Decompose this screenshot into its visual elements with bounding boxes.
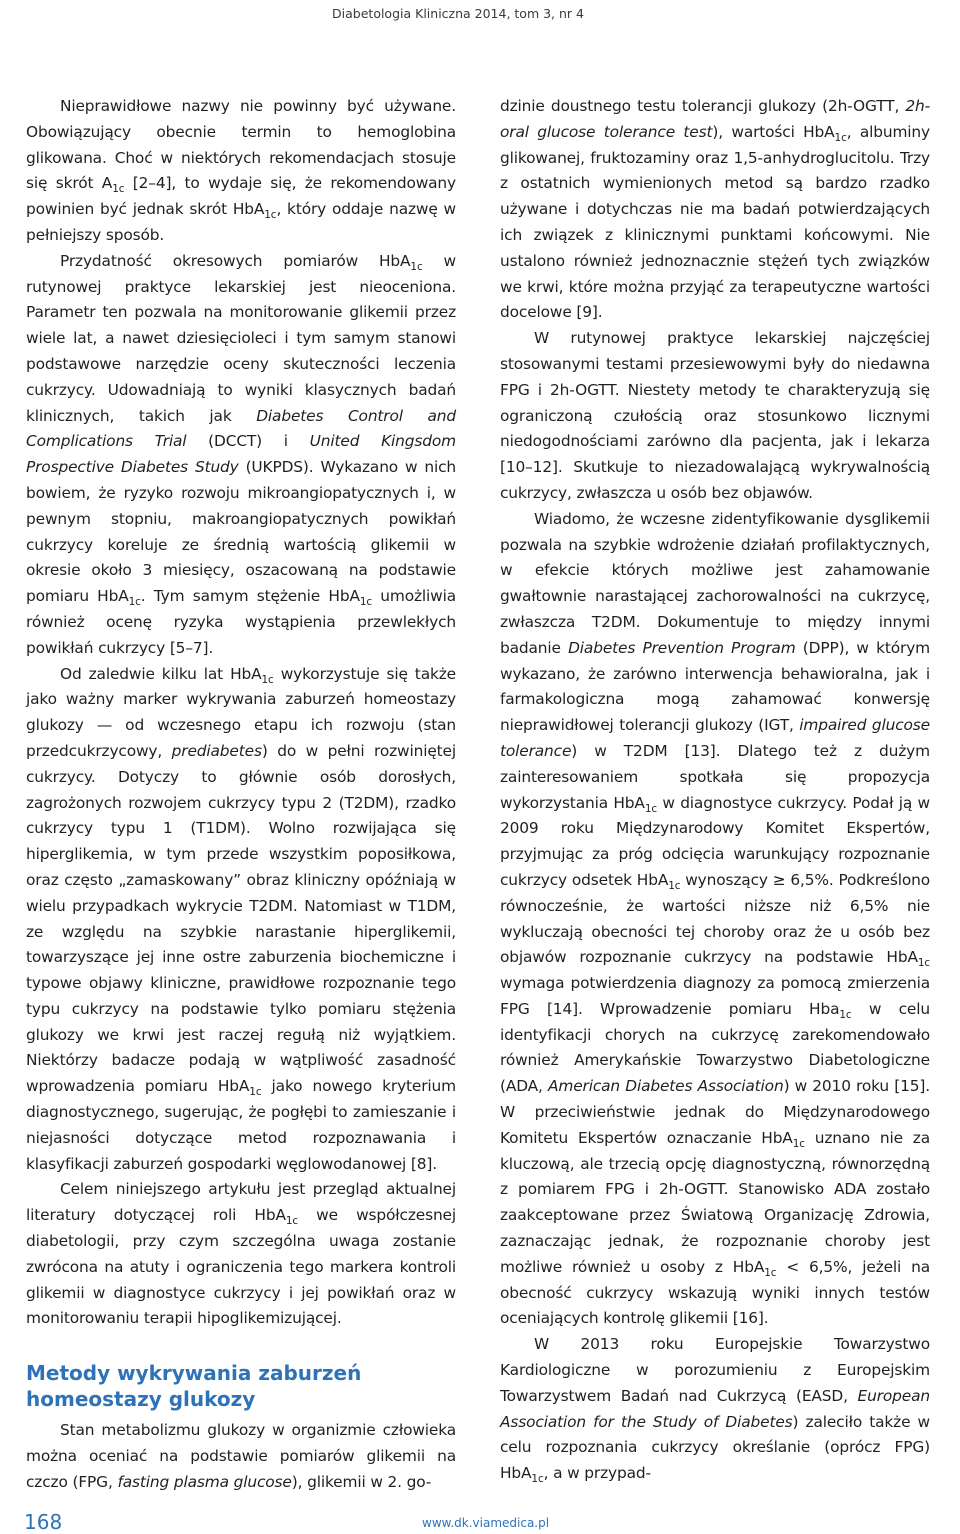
- paragraph: Nieprawidłowe nazwy nie powinny być używane. Obowiązujący obecnie termin to hemoglobina glikowana. Choć w niektórych rekomendacjach stosuje się skrót $A_{1c}$ [2–4], to wydaje się, że rekomendowany powinien być jednak skrót HbA$_{1c}$, który oddaje nazwę w pełniejszy sposób.: [26, 97, 456, 244]
- running-header: [0, 4, 960, 26]
- paragraph: W rutynowej praktyce lekarskiej najczęściej stosowanymi testami przesiewowymi były do niedawna FPG i 2h-OGTT. Niestety metody te charakteryzują się ograniczoną czułością oraz stosunkowo licznymi niedogodnościami zarówno dla pacjenta, jak i lekarza [10–12]. Skutkuje to niezadowalającą wykrywalnością cukrzycy, zwłaszcza u osób bez objawów.: [500, 329, 930, 502]
- right-column: [500, 94, 930, 1487]
- paragraph: Od zaledwie kilku lat HbA$_{1c}$ wykorzystuje się także jako ważny marker wykrywania zaburzeń homeostazy glukozy — od wczesnego etapu ich rozwoju (stan przedcukrzycowy, prediabetes) do w pełni rozwiniętej cukrzycy. Dotyczy to głównie osób dorosłych, zagrożonych rozwojem cukrzycy typu 2 (T2DM), rzadko cukrzycy typu 1 (T1DM). Wolno rozwijająca się hiperglikemia, w tym przede wszystkim poposiłkowa, oraz często „zamaskowany” obraz kliniczny opóźniają w wielu przypadkach wykrycie T2DM. Natomiast w T1DM, ze względu na szybkie narastanie hiperglikemii, towarzyszące jej inne ostre zaburzenia biochemiczne i typowe objawy kliniczne, prawidłowe rozpoznanie tego typu cukrzycy na podstawie tylko pomiaru stężenia glukozy we krwi jest raczej regułą niż wyjątkiem. Niektórzy badacze podają w wątpliwość zasadność wprowadzenia pomiaru HbA$_{1c}$ jako nowego kryterium diagnostycznego, sugerując, że pogłębi to zamieszanie i niejasności dotyczące metod rozpoznawania i klasyfikacji zaburzeń gospodarki węglowodanowej [8].: [26, 664, 456, 1173]
- paragraph: W 2013 roku Europejskie Towarzystwo Kardiologiczne w porozumieniu z Europejskim Towarzystwem Badań nad Cukrzycą (EASD, European Association for the Study of Diabetes) zaleciło także w celu rozpoznania cukrzycy określanie (oprócz FPG) HbA$_{1c}$, a w przypad-: [500, 1335, 930, 1486]
- journal-title: Diabetologia Kliniczna 2014, tom 3, nr 4: [332, 6, 584, 21]
- page-number: 168: [24, 1510, 63, 1534]
- left-column: [26, 94, 456, 1496]
- paragraph: Wiadomo, że wczesne zidentyfikowanie dysglikemii pozwala na szybkie wdrożenie działań profilaktycznych, w efekcie których możliwe jest zahamowanie gwałtownie narastającej zachorowalności na cukrzycę, zwłaszcza T2DM. Dokumentuje to między innymi badanie Diabetes Prevention Program (DPP), w którym wykazano, że zarówno interwencja behawioralna, jak i farmakologiczna mogą zahamować konwersję nieprawidłowej tolerancji glukozy (IGT, impaired glucose tolerance) w T2DM [13]. Dlatego też z dużym zainteresowaniem spotkała się propozycja wykorzystania HbA$_{1c}$ w diagnostyce cukrzycy. Podał ją w 2009 roku Międzynarodowy Komitet Ekspertów, przyjmując za próg odcięcia warunkujący rozpoznanie cukrzycy odsetek HbA$_{1c}$ wynoszący ≥ 6,5%. Podkreślono równocześnie, że wartości niższe niż 6,5% nie wykluczają obecności tej choroby oraz że u osób bez objawów rozpoznanie cukrzycy na podstawie HbA$_{1c}$ wymaga potwierdzenia diagnozy za pomocą zmierzenia FPG [14]. Wprowadzenie pomiaru Hba$_{1c}$ w celu identyfikacji chorych na cukrzycę zarekomendowało również Amerykańskie Towarzystwo Diabetologiczne (ADA, American Diabetes Association) w 2010 roku [15]. W przeciwieństwie jednak do Międzynarodowego Komitetu Ekspertów oznaczanie HbA$_{1c}$ uznano nie za kluczową, ale trzecią opcję diagnostyczną, równorzędną z pomiarem FPG i 2h-OGTT. Stanowisko ADA zostało zaakceptowane przez Światową Organizację Zdrowia, zaznaczając jednak, że rozpoznanie choroby jest możliwe również u osoby z HbA$_{1c}$ < 6,5%, jeżeli na obecność cukrzycy wskazują wyniki innych testów oceniających kontrolę glikemii [16].: [500, 509, 930, 1328]
- website-link[interactable]: www.dk.viamedica.pl: [422, 1516, 550, 1530]
- paragraph: Stan metabolizmu glukozy w organizmie człowieka można oceniać na podstawie pomiarów glikemii na czczo (FPG, fasting plasma glucose), glikemii w 2. go-: [26, 1421, 456, 1491]
- paragraph: dzinie doustnego testu tolerancji glukozy (2h-OGTT, 2h-oral glucose tolerance test), wartości HbA$_{1c}$, albuminy glikowanej, fruktozaminy oraz 1,5-anhydroglucitolu. Trzy z ostatnich wymienionych metod są bardzo rzadko używane i dotychczas nie ma badań potwierdzających ich związek z klinicznymi punktami końcowymi. Nie ustalono również jednoznacznie stężeń tych związków we krwi, które można przyjąć za terapeutyczne wartości docelowe [9].: [500, 97, 930, 322]
- paragraph: Przydatność okresowych pomiarów HbA$_{1c}$ w rutynowej praktyce lekarskiej jest nieoceniona. Parametr ten pozwala na monitorowanie glikemii przez wiele lat, a nawet dziesięcioleci i tym samym stanowi podstawowe narzędzie oceny skuteczności leczenia cukrzycy. Udowadniają to wyniki klasycznych badań klinicznych, takich jak Diabetes Control and Complications Trial (DCCT) i United Kingsdom Prospective Diabetes Study (UKPDS). Wykazano w nich bowiem, że ryzyko rozwoju mikroangiopatycznych i, w pewnym stopniu, makroangiopatycznych powikłań cukrzycy koreluje ze średnią wartością glikemii w okresie około 3 miesięcy, oszacowaną na podstawie pomiaru HbA$_{1c}$. Tym samym stężenie HbA$_{1c}$ umożliwia również ocenę ryzyka wystąpienia przewlekłych powikłań cukrzycy [5–7].: [26, 251, 457, 657]
- section-heading: Metody wykrywania zaburzeń homeostazy glukozy: [26, 1361, 362, 1412]
- paragraph: Celem niniejszego artykułu jest przegląd aktualnej literatury dotyczącej roli HbA$_{1c}$ we współczesnej diabetologii, przy czym szczególna uwaga zostanie zwrócona na atuty i ograniczenia tego markera kontroli glikemii w diagnostyce cukrzycy i jej powikłań oraz w monitorowaniu terapii hipoglikemizującej.: [26, 1180, 456, 1328]
